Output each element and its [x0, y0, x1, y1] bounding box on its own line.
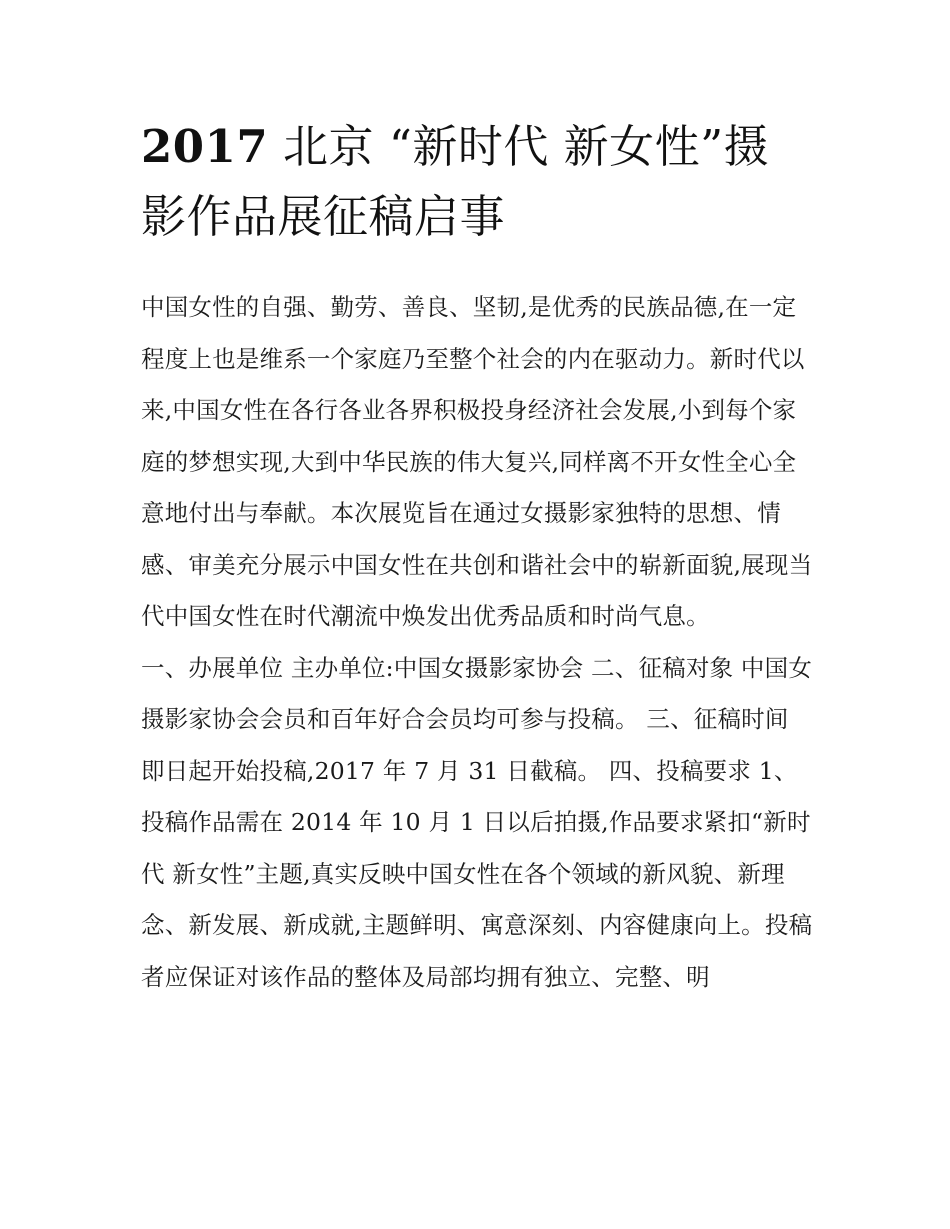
document-title [141, 112, 813, 252]
paragraph-organizer-and-eligibility: 一、办展单位 主办单位:中国女摄影家协会 二、征稿对象 中国女摄影家协会会员和百年好合会员均可参与投稿。 三、征稿时间 [141, 653, 813, 733]
title-text: 北京 “新时代 新女性”摄影作品展征稿启事 [141, 120, 770, 243]
title-year: 2017 [141, 120, 269, 173]
document-body [141, 112, 813, 1003]
paragraph-intro: 中国女性的自强、勤劳、善良、坚韧,是优秀的民族品德,在一定程度上也是维系一个家庭乃至整个社会的内在驱动力。新时代以来,中国女性在各行各业各界积极投身经济社会发展,小到每个家庭的梦想实现,大到中华民族的伟大复兴,同样离不开女性全心全意地付出与奉献。本次展览旨在通过女摄影家独特的思想、情感、审美充分展示中国女性在共创和谐社会中的崭新面貌,展现当代中国女性在时代潮流中焕发出优秀品质和时尚气息。 [141, 293, 813, 630]
paragraph-deadline-and-requirements: 即日起开始投稿,2017 年 7 月 31 日截稿。 四、投稿要求 1、投稿作品需在 2014 年 10 月 1 日以后拍摄,作品要求紧扣“新时代 新女性”主题,真实反映中国女性在各个领域的新风貌、新理念、新发展、新成就,主题鲜明、寓意深刻、内容健康向上。投稿者应保证对该作品的整体及局部均拥有独立、完整、明 [141, 756, 813, 991]
